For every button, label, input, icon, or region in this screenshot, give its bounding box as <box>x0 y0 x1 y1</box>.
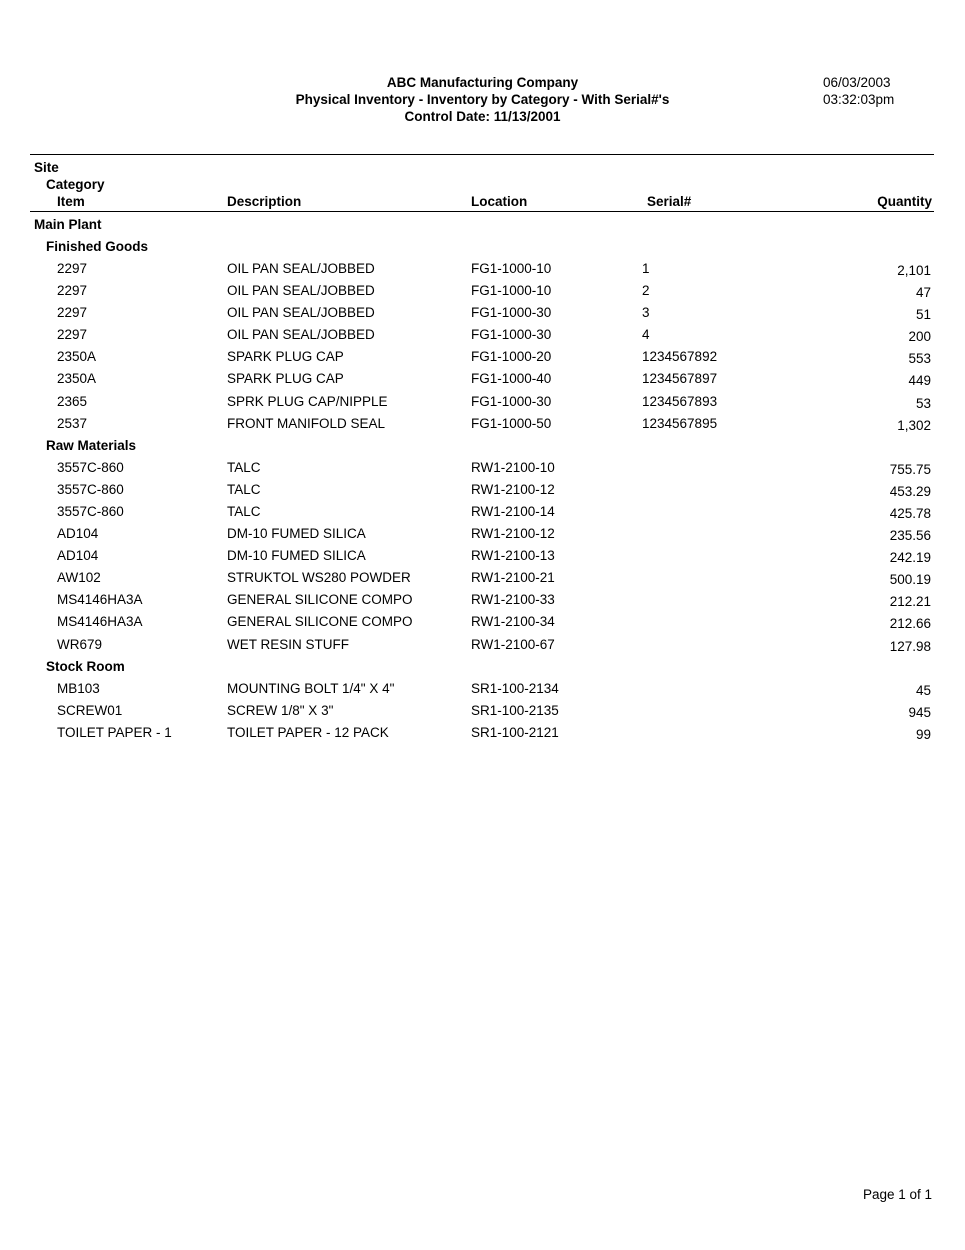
location-cell: SR1-100-2121 <box>471 724 559 740</box>
quantity-cell: 212.66 <box>889 616 931 632</box>
header-bottom-rule <box>30 211 934 212</box>
col-header-category: Category <box>46 177 105 192</box>
location-cell: RW1-2100-67 <box>471 636 555 652</box>
description-cell: SCREW 1/8" X 3" <box>227 702 334 718</box>
quantity-cell: 449 <box>908 373 931 389</box>
location-cell: FG1-1000-40 <box>471 371 552 387</box>
serial-cell: 1234567892 <box>642 349 718 365</box>
run-date: 06/03/2003 <box>823 75 891 90</box>
quantity-cell: 755.75 <box>889 461 931 477</box>
description-cell: GENERAL SILICONE COMPO <box>227 592 413 608</box>
description-cell: GENERAL SILICONE COMPO <box>227 614 413 630</box>
description-cell: TALC <box>227 481 261 497</box>
category-name: Stock Room <box>46 658 125 674</box>
table-row <box>0 302 965 324</box>
category-name: Finished Goods <box>46 239 149 254</box>
table-row <box>0 368 965 390</box>
item-cell: AW102 <box>57 570 101 586</box>
item-cell: AD104 <box>57 526 99 542</box>
description-cell: OIL PAN SEAL/JOBBED <box>227 305 375 321</box>
table-row <box>0 258 965 280</box>
inventory-table <box>0 214 965 744</box>
item-cell: 2297 <box>57 261 88 276</box>
description-cell: DM-10 FUMED SILICA <box>227 526 366 542</box>
location-cell: FG1-1000-30 <box>471 305 552 321</box>
item-cell: WR679 <box>57 636 103 652</box>
item-cell: 2297 <box>57 305 88 321</box>
location-cell: RW1-2100-33 <box>471 592 555 608</box>
item-cell: 2297 <box>57 327 88 343</box>
item-cell: 3557C-860 <box>57 459 124 475</box>
serial-cell: 2 <box>642 283 650 299</box>
col-header-location: Location <box>471 194 528 209</box>
description-cell: TALC <box>227 503 261 519</box>
site-name: Main Plant <box>34 217 102 232</box>
table-row <box>0 391 965 413</box>
item-cell: TOILET PAPER - 1 <box>57 724 172 740</box>
quantity-cell: 553 <box>908 351 931 367</box>
item-cell: 2537 <box>57 415 88 431</box>
description-cell: TOILET PAPER - 12 PACK <box>227 724 389 740</box>
page-number: Page 1 of 1 <box>862 1187 932 1202</box>
description-cell: SPARK PLUG CAP <box>227 371 344 387</box>
quantity-cell: 235.56 <box>889 528 931 544</box>
item-cell: 3557C-860 <box>57 481 124 497</box>
quantity-cell: 425.78 <box>889 505 931 521</box>
quantity-cell: 212.21 <box>889 594 931 610</box>
table-row <box>0 346 965 368</box>
report-title: Physical Inventory - Inventory by Category - With Serial#'s <box>295 92 670 107</box>
location-cell: RW1-2100-21 <box>471 570 555 586</box>
quantity-cell: 51 <box>915 307 931 323</box>
header-top-rule <box>30 154 934 155</box>
serial-cell: 1234567893 <box>642 393 718 409</box>
table-row <box>0 457 965 479</box>
location-cell: RW1-2100-12 <box>471 526 555 542</box>
item-cell: SCREW01 <box>57 702 123 718</box>
description-cell: TALC <box>227 459 261 475</box>
quantity-cell: 2,101 <box>897 263 931 278</box>
location-cell: FG1-1000-30 <box>471 327 552 343</box>
table-row <box>0 523 965 545</box>
quantity-cell: 47 <box>915 285 931 301</box>
description-cell: OIL PAN SEAL/JOBBED <box>227 261 375 276</box>
table-row <box>0 567 965 589</box>
run-time: 03:32:03pm <box>823 92 895 107</box>
description-cell: OIL PAN SEAL/JOBBED <box>227 327 375 343</box>
quantity-cell: 45 <box>915 682 931 698</box>
item-cell: MS4146HA3A <box>57 592 143 608</box>
table-row <box>0 700 965 722</box>
location-cell: FG1-1000-20 <box>471 349 552 365</box>
location-cell: SR1-100-2134 <box>471 680 559 696</box>
item-cell: 2297 <box>57 283 88 299</box>
table-row <box>0 545 965 567</box>
col-header-item: Item <box>57 194 85 209</box>
table-row <box>0 678 965 700</box>
table-row <box>0 413 965 435</box>
description-cell: SPARK PLUG CAP <box>227 349 344 365</box>
control-date: Control Date: 11/13/2001 <box>404 109 561 124</box>
location-cell: RW1-2100-34 <box>471 614 555 630</box>
quantity-cell: 200 <box>908 329 931 345</box>
item-cell: MS4146HA3A <box>57 614 143 630</box>
item-cell: 3557C-860 <box>57 503 124 519</box>
description-cell: MOUNTING BOLT 1/4" X 4" <box>227 680 395 696</box>
col-header-quantity: Quantity <box>877 194 932 209</box>
serial-cell: 1 <box>642 261 650 276</box>
table-row <box>0 634 965 656</box>
serial-cell: 3 <box>642 305 650 321</box>
location-cell: RW1-2100-14 <box>471 503 555 519</box>
quantity-cell: 453.29 <box>889 483 931 499</box>
description-cell: FRONT MANIFOLD SEAL <box>227 415 386 431</box>
quantity-cell: 127.98 <box>889 638 931 654</box>
description-cell: DM-10 FUMED SILICA <box>227 548 366 564</box>
description-cell: SPRK PLUG CAP/NIPPLE <box>227 393 388 409</box>
location-cell: RW1-2100-13 <box>471 548 555 564</box>
table-row <box>0 722 965 744</box>
category-row <box>0 236 965 258</box>
location-cell: FG1-1000-10 <box>471 261 552 276</box>
description-cell: STRUKTOL WS280 POWDER <box>227 570 411 586</box>
location-cell: FG1-1000-30 <box>471 393 552 409</box>
quantity-cell: 99 <box>915 726 931 742</box>
col-header-description: Description <box>227 194 302 209</box>
table-row <box>0 589 965 611</box>
description-cell: WET RESIN STUFF <box>227 636 350 652</box>
item-cell: 2365 <box>57 393 88 409</box>
site-row <box>0 214 965 236</box>
quantity-cell: 242.19 <box>889 550 931 566</box>
quantity-cell: 1,302 <box>897 417 931 433</box>
table-row <box>0 280 965 302</box>
table-row <box>0 501 965 523</box>
quantity-cell: 53 <box>915 395 931 411</box>
category-row <box>0 656 965 678</box>
category-name: Raw Materials <box>46 437 137 453</box>
quantity-cell: 945 <box>908 704 931 720</box>
location-cell: RW1-2100-12 <box>471 481 555 497</box>
table-row <box>0 611 965 633</box>
run-stamp <box>823 74 894 108</box>
table-row <box>0 479 965 501</box>
item-cell: 2350A <box>57 371 97 387</box>
table-row <box>0 324 965 346</box>
company-name: ABC Manufacturing Company <box>386 75 579 90</box>
serial-cell: 1234567895 <box>642 415 718 431</box>
col-header-site: Site <box>34 160 59 175</box>
category-row <box>0 435 965 457</box>
item-cell: MB103 <box>57 680 100 696</box>
location-cell: RW1-2100-10 <box>471 459 555 475</box>
quantity-cell: 500.19 <box>889 572 931 588</box>
location-cell: FG1-1000-10 <box>471 283 552 299</box>
location-cell: FG1-1000-50 <box>471 415 552 431</box>
item-cell: 2350A <box>57 349 97 365</box>
item-cell: AD104 <box>57 548 99 564</box>
col-header-serial: Serial# <box>647 194 692 209</box>
location-cell: SR1-100-2135 <box>471 702 559 718</box>
serial-cell: 1234567897 <box>642 371 718 387</box>
serial-cell: 4 <box>642 327 650 343</box>
description-cell: OIL PAN SEAL/JOBBED <box>227 283 375 299</box>
report-title-block <box>0 74 965 125</box>
